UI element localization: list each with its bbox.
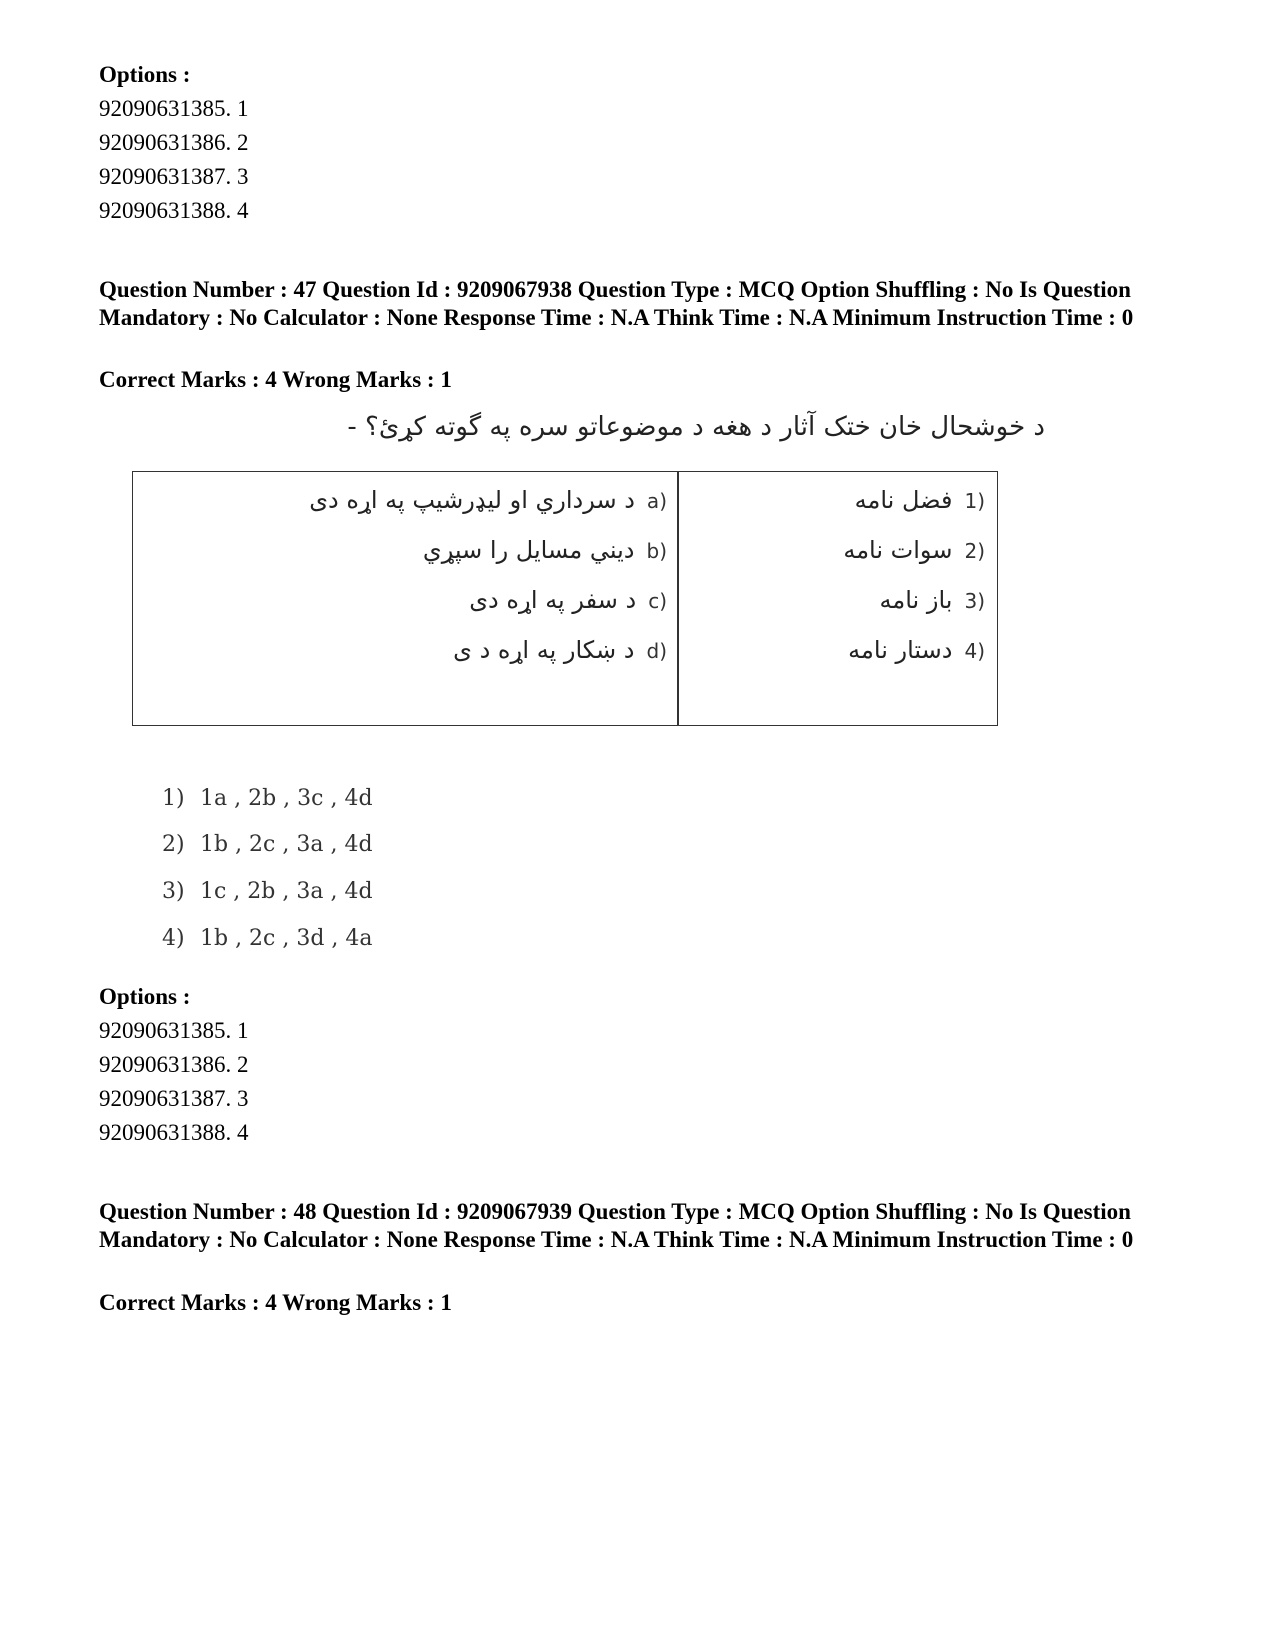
- option-item: 92090631388. 4: [99, 1120, 249, 1145]
- answer-choice: 4) 1b , 2c , 3d , 4a: [162, 926, 373, 951]
- question-47-text: د خوشحال خان ختک آثار د هغه د موضوعاتو سره په گوته کړئ؟ -: [347, 412, 1045, 442]
- match-right-item-d: (dد ښکار په اړه د ی: [453, 636, 667, 664]
- match-table-divider: [677, 471, 679, 726]
- option-item: 92090631388. 4: [99, 198, 249, 223]
- option-item: 92090631385. 1: [99, 96, 249, 121]
- answer-choice: 3) 1c , 2b , 3a , 4d: [162, 879, 373, 904]
- match-left-item-4: (4دستار نامه: [848, 636, 985, 664]
- match-right-item-b: (bديني مسايل را سپړي: [422, 536, 667, 564]
- match-right-item-a: (aد سرداري او ليډرشيپ په اړه دی: [309, 486, 667, 514]
- question-48-header: Question Number : 48 Question Id : 9209067939 Question Type : MCQ Option Shuffling : No Is Question Mandatory : No Calculator : None Response Time : N.A Think Time : N.A Minimum Instruction Time : 0: [99, 1199, 1134, 1252]
- question-48-marks: Correct Marks : 4 Wrong Marks : 1: [99, 1290, 452, 1315]
- match-right-item-c: (cد سفر په اړه دی: [469, 586, 667, 614]
- answer-choice: 1) 1a , 2b , 3c , 4d: [162, 786, 373, 811]
- match-left-item-3: (3باز نامه: [879, 586, 985, 614]
- options-label: Options :: [99, 984, 191, 1009]
- options-label: Options :: [99, 62, 191, 87]
- option-item: 92090631387. 3: [99, 164, 249, 189]
- match-left-item-1: (1فضل نامه: [854, 486, 985, 514]
- option-item: 92090631386. 2: [99, 130, 249, 155]
- option-item: 92090631387. 3: [99, 1086, 249, 1111]
- option-item: 92090631386. 2: [99, 1052, 249, 1077]
- option-item: 92090631385. 1: [99, 1018, 249, 1043]
- question-47-header: Question Number : 47 Question Id : 9209067938 Question Type : MCQ Option Shuffling : No Is Question Mandatory : No Calculator : None Response Time : N.A Think Time : N.A Minimum Instruction Time : 0: [99, 277, 1134, 330]
- question-47-marks: Correct Marks : 4 Wrong Marks : 1: [99, 367, 452, 392]
- match-left-item-2: (2سوات نامه: [843, 536, 985, 564]
- answer-choice: 2) 1b , 2c , 3a , 4d: [162, 832, 373, 857]
